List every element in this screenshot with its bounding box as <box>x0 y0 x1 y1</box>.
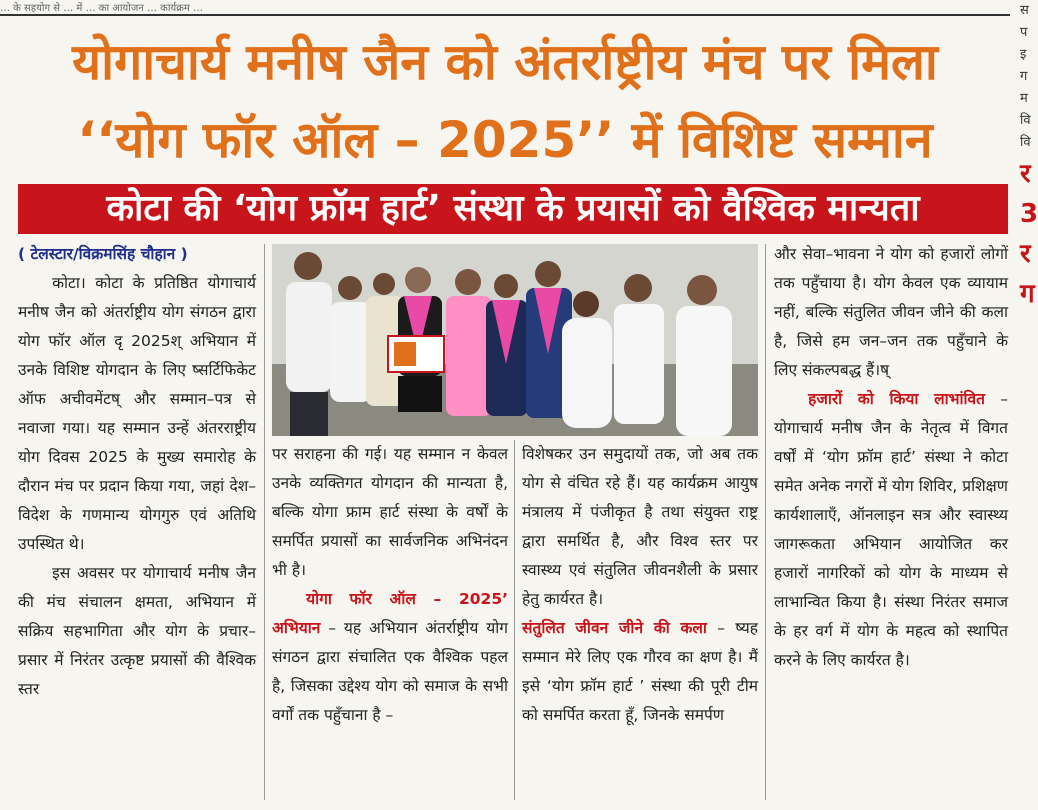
headline-line-2: ‘‘योग फॉर ऑल – 2025’’ में विशिष्ट सम्मान <box>77 111 933 169</box>
column-2-subhead: योगा फॉर ऑल – 2025’ अभियान <box>272 590 508 637</box>
adjacent-article-text: स प इ ग म वि वि <box>1020 3 1031 150</box>
column-4-paragraph-2 <box>774 385 1008 675</box>
column-1-paragraph-1: कोटा। कोटा के प्रतिष्ठित योगाचार्य मनीष जैन को अंतर्राष्ट्रीय योग संगठन द्वारा योग फॉर ऑल दृ 2025श् अभियान में उनके विशिष्ट योगदान के लिए ष्सर्टिफिकेट ऑफ अचीवमेंटष् और सम्मान–पत्र से नवाजा गया। यह सम्मान उन्हें अंतरराष्ट्रीय योग दिवस 2025 के मुख्य समारोह के दौरान मंच पर प्रदान किया गया, जहां देश–विदेश के गणमान्य योगगुरु एवं अतिथि उपस्थित थे। <box>18 274 256 553</box>
top-rule <box>0 14 1010 16</box>
column-2-paragraph-1: पर सराहना की गई। यह सम्मान न केवल उनके व्यक्तिगत योगदान की मान्यता है, बल्कि योगा फ्राम हार्ट संस्था के वर्षों के समर्पित प्रयासों का सार्वजनिक अभिनंदन भी है। <box>272 445 508 579</box>
column-2-paragraph-2-text: – यह अभियान अंतर्राष्ट्रीय योग संगठन द्वारा संचालित एक वैश्विक पहल है, जिसका उद्देश्य योग को समाज के सभी वर्गों तक पहुँचाना है – <box>272 619 508 724</box>
article-column-2 <box>272 440 508 730</box>
article-column-3 <box>522 440 758 730</box>
previous-article-strip: … के सहयोग से … में … का आयोजन … कार्यक्रम … <box>0 3 204 14</box>
article-column-1 <box>18 240 256 704</box>
column-2-paragraph-2 <box>272 585 508 730</box>
column-3-paragraph-2-text: – ष्यह सम्मान मेरे लिए एक गौरव का क्षण है। मैं इसे ‘योग फ्रॉम हार्ट ’ संस्था की पूरी टीम को समर्पित करता हूँ, जिनके समर्पण <box>522 619 758 724</box>
column-divider <box>765 244 766 800</box>
column-1-paragraph-2: इस अवसर पर योगाचार्य मनीष जैन की मंच संचालन क्षमता, अभियान में सक्रिय सहभागिता और योग के प्रचार–प्रसार में निरंतर उत्कृष्ट प्रयासों की वैश्विक स्तर <box>18 564 256 698</box>
column-4-paragraph-2-text: – योगाचार्य मनीष जैन के नेतृत्व में विगत वर्षों में ‘योग फ्रॉम हार्ट’ संस्था ने कोटा समेत अनेक नगरों में योग शिविर, प्रशिक्षण कार्यशालाएँ, ऑनलाइन सत्र और स्वास्थ्य जागरूकता अभियान आयोजित कर हजारों नागरिकों को योग के माध्यम से लाभान्वित किया है। संस्था निरंतर समाज के हर वर्ग में योग के महत्व को स्थापित करने के लिए कार्यरत है। <box>774 390 1008 669</box>
group-photo-illustration <box>272 244 758 436</box>
column-3-paragraph-1: विशेषकर उन समुदायों तक, जो अब तक योग से वंचित रहे हैं। यह कार्यक्रम आयुष मंत्रालय में पंजीकृत है तथा संयुक्त राष्ट्र द्वारा समर्थित है, और विश्व स्तर पर स्वास्थ्य एवं संतुलित जीवनशैली के प्रसार हेतु कार्यरत है। <box>522 445 758 608</box>
column-3-subhead: संतुलित जीवन जीने की कला <box>522 619 707 637</box>
adjacent-article-heading: र 3 र ग <box>1020 159 1038 309</box>
byline: ( टेलस्टार/विक्रमसिंह चौहान ) <box>18 245 188 263</box>
award-ceremony-photo <box>272 244 758 436</box>
column-4-paragraph-1: और सेवा–भावना ने योग को हजारों लोगों तक पहुँचाया है। योग केवल एक व्यायाम नहीं, बल्कि संतुलित जीवन जीने की कला है, जिसे हम जन–जन तक पहुँचाने के लिए संकल्पबद्ध हैं।ष् <box>774 245 1008 379</box>
column-4-subhead: हजारों को किया लाभांवित <box>808 390 986 408</box>
article-column-4 <box>774 240 1008 675</box>
column-divider <box>514 440 515 800</box>
adjacent-article-edge <box>1020 0 1038 810</box>
headline-line-1: योगाचार्य मनीष जैन को अंतर्राष्ट्रीय मंच पर मिला <box>72 33 938 91</box>
column-3-paragraph-2 <box>522 614 758 730</box>
column-divider <box>264 244 265 800</box>
subheadline-banner: कोटा की ‘योग फ्रॉम हार्ट’ संस्था के प्रयासों को वैश्विक मान्यता <box>18 184 1008 234</box>
